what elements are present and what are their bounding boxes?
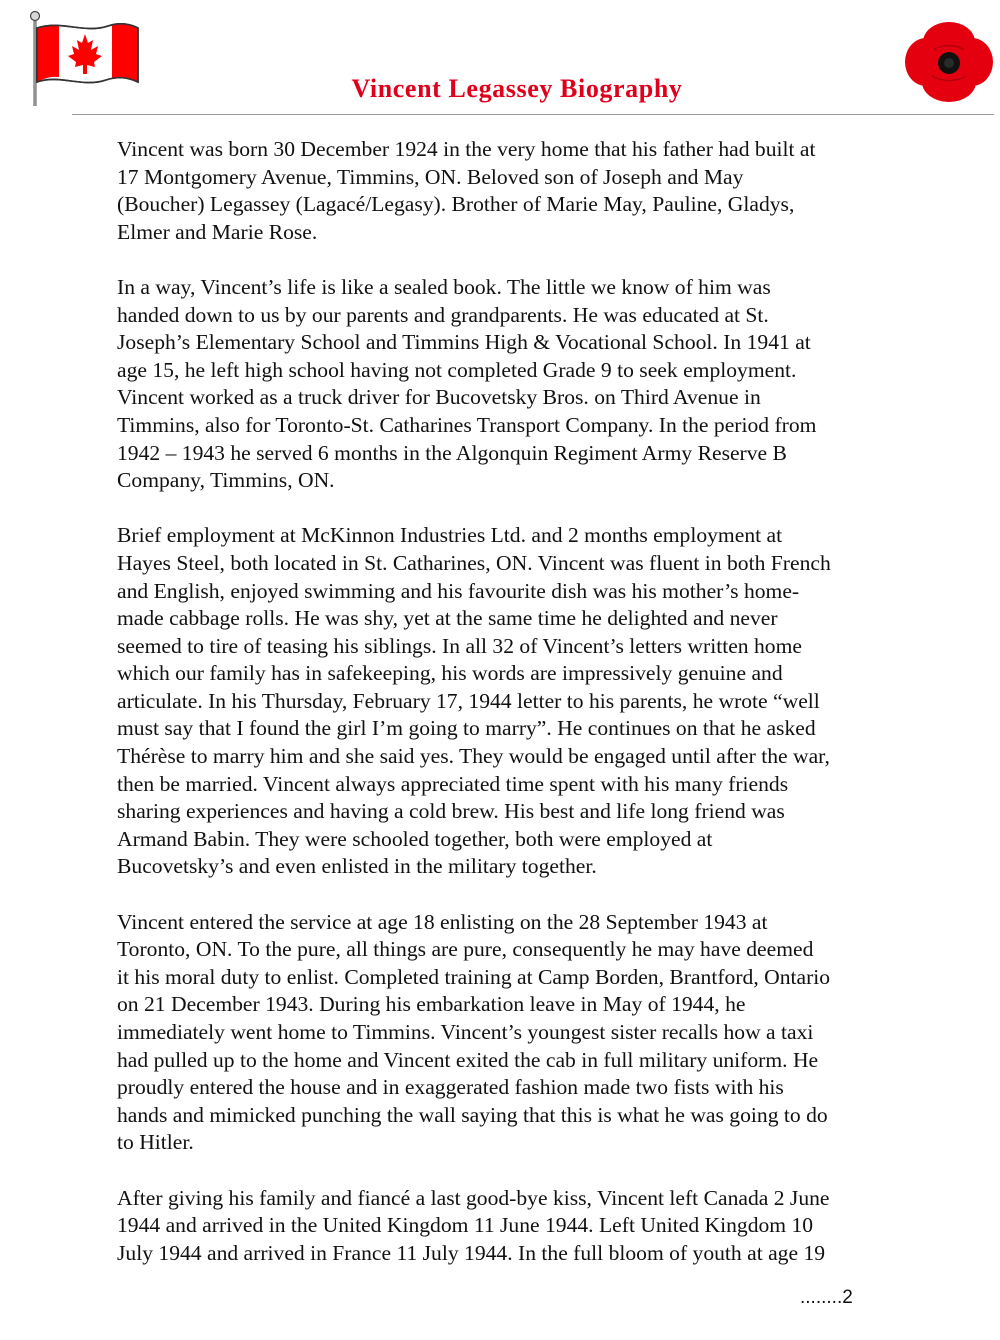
text-line: and English, enjoyed swimming and his favourite dish was his mother’s home- xyxy=(117,578,800,603)
text-line: to Hitler. xyxy=(117,1130,194,1155)
text-line: age 15, he left high school having not completed Grade 9 to seek employment. xyxy=(117,357,797,382)
paragraph-enlistment xyxy=(117,909,937,1157)
text-line: Elmer and Marie Rose. xyxy=(117,219,318,244)
text-line: it his moral duty to enlist. Completed training at Camp Borden, Brantford, Ontario xyxy=(117,964,831,989)
paragraph-employment xyxy=(117,522,937,881)
text-line: must say that I found the girl I’m going to marry”. He continues on that he asked xyxy=(117,716,816,741)
text-line: seemed to tire of teasing his siblings. In all 32 of Vincent’s letters written home xyxy=(117,633,802,658)
text-line: handed down to us by our parents and grandparents. He was educated at St. xyxy=(117,302,769,327)
text-line: Vincent entered the service at age 18 enlisting on the 28 September 1943 at xyxy=(117,909,768,934)
paragraph-departure xyxy=(117,1185,937,1268)
text-line: Vincent worked as a truck driver for Bucovetsky Bros. on Third Avenue in xyxy=(117,385,761,410)
text-line: (Boucher) Legassey (Lagacé/Legasy). Brother of Marie May, Pauline, Gladys, xyxy=(117,192,795,217)
header-divider xyxy=(72,114,994,115)
page-continuation-marker: ........2 xyxy=(800,1287,853,1308)
text-line: In a way, Vincent’s life is like a sealed book. The little we know of him was xyxy=(117,274,771,299)
paragraph-birth xyxy=(117,136,937,246)
text-line: Brief employment at McKinnon Industries Ltd. and 2 months employment at xyxy=(117,523,783,548)
text-line: Bucovetsky’s and even enlisted in the military together. xyxy=(117,854,597,879)
text-line: Vincent was born 30 December 1924 in the very home that his father had built at xyxy=(117,137,816,161)
text-line: Hayes Steel, both located in St. Catharines, ON. Vincent was fluent in both French xyxy=(117,550,831,575)
text-line: Toronto, ON. To the pure, all things are pure, consequently he may have deemed xyxy=(117,937,814,962)
text-line: 1944 and arrived in the United Kingdom 11 June 1944. Left United Kingdom 10 xyxy=(117,1213,814,1238)
text-line: articulate. In his Thursday, February 17, 1944 letter to his parents, he wrote “well xyxy=(117,688,820,713)
text-line: then be married. Vincent always appreciated time spent with his many friends xyxy=(117,771,789,796)
text-line: Company, Timmins, ON. xyxy=(117,468,335,493)
text-line: Timmins, also for Toronto-St. Catharines Transport Company. In the period from xyxy=(117,412,817,437)
text-line: 1942 – 1943 he served 6 months in the Algonquin Regiment Army Reserve B xyxy=(117,440,787,465)
paragraph-early-life xyxy=(117,274,937,495)
text-line: had pulled up to the home and Vincent exited the cab in full military uniform. He xyxy=(117,1047,819,1072)
text-line: on 21 December 1943. During his embarkation leave in May of 1944, he xyxy=(117,992,746,1017)
text-line: Armand Babin. They were schooled together, both were employed at xyxy=(117,826,713,851)
text-line: July 1944 and arrived in France 11 July 1944. In the full bloom of youth at age 19 xyxy=(117,1240,826,1265)
text-line: which our family has in safekeeping, his words are impressively genuine and xyxy=(117,661,783,686)
text-line: sharing experiences and having a cold brew. His best and life long friend was xyxy=(117,799,785,824)
text-line: After giving his family and fiancé a last good-bye kiss, Vincent left Canada 2 June xyxy=(117,1185,830,1210)
text-line: made cabbage rolls. He was shy, yet at the same time he delighted and never xyxy=(117,606,778,631)
text-line: Thérèse to marry him and she said yes. They would be engaged until after the war, xyxy=(117,744,830,769)
text-line: hands and mimicked punching the wall saying that this is what he was going to do xyxy=(117,1102,828,1127)
biography-body xyxy=(117,136,937,1295)
text-line: immediately went home to Timmins. Vincent’s youngest sister recalls how a taxi xyxy=(117,1020,814,1044)
text-line: proudly entered the house and in exaggerated fashion made two fists with his xyxy=(117,1075,784,1100)
text-line: Joseph’s Elementary School and Timmins High & Vocational School. In 1941 at xyxy=(117,330,811,355)
page-title: Vincent Legassey Biography xyxy=(351,74,683,103)
text-line: 17 Montgomery Avenue, Timmins, ON. Beloved son of Joseph and May xyxy=(117,164,744,189)
